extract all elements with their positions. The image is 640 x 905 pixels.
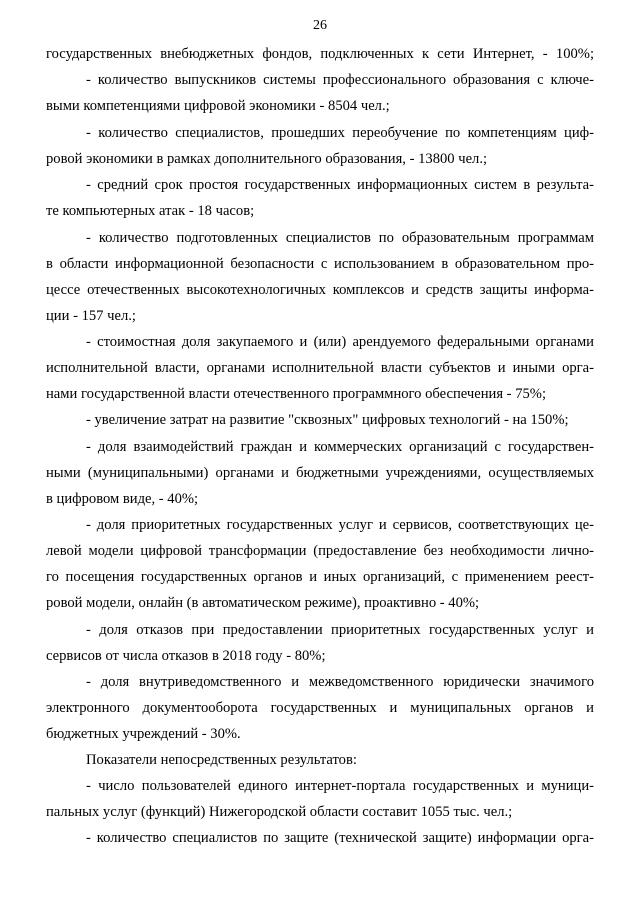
text-line: нами государственной власти отечественного программного обеспечения - 75%; [46,386,546,402]
text-line: электронного документооборота государственных и муниципальных органов и [46,700,594,716]
text-line: - количество специалистов по защите (технической защите) информации орга- [86,830,594,846]
text-line: - доля взаимодействий граждан и коммерческих организаций с государствен- [86,439,594,455]
text-line: исполнительной власти, органами исполнительной власти субъектов и иными орга- [46,360,594,376]
text-line: го посещения государственных органов и иных организаций, с применением реест- [46,569,594,585]
section-heading: Показатели непосредственных результатов: [86,752,357,768]
text-line: в цифровом виде, - 40%; [46,491,199,507]
text-line: сервисов от числа отказов в 2018 году - 80%; [46,648,326,664]
text-line: - количество выпускников системы профессионального образования с ключе- [86,72,594,88]
text-line: ровой модели, онлайн (в автоматическом режиме), проактивно - 40%; [46,595,480,611]
text-line: - увеличение затрат на развитие "сквозных" цифровых технологий - на 150%; [86,412,569,428]
text-line: ровой экономики в рамках дополнительного образования, - 13800 чел.; [46,151,488,167]
text-line: государственных внебюджетных фондов, подключенных к сети Интернет, - 100%; [46,46,594,62]
text-line: цессе отечественных высокотехнологичных комплексов и средств защиты информа- [46,282,594,298]
text-line: те компьютерных атак - 18 часов; [46,203,255,219]
text-line: в области информационной безопасности с использованием в образовательном про- [46,256,594,272]
text-line: - доля приоритетных государственных услуг и сервисов, соответствующих це- [86,517,594,533]
text-line: - доля отказов при предоставлении приоритетных государственных услуг и [86,622,594,638]
text-line: - доля внутриведомственного и межведомственного юридически значимого [86,674,594,690]
text-line: пальных услуг (функций) Нижегородской области составит 1055 тыс. чел.; [46,804,513,820]
text-line: - стоимостная доля закупаемого и (или) арендуемого федеральными органами [86,334,594,350]
text-line: ными (муниципальными) органами и бюджетными учреждениями, осуществляемых [46,465,594,481]
text-line: - средний срок простоя государственных информационных систем в результа- [86,177,594,193]
text-line: ции - 157 чел.; [46,308,136,324]
page-number: 26 [313,18,327,33]
text-line: - число пользователей единого интернет-портала государственных и муници- [86,778,594,794]
text-line: - количество подготовленных специалистов по образовательным программам [86,230,594,246]
text-line: бюджетных учреждений - 30%. [46,726,241,742]
text-line: - количество специалистов, прошедших переобучение по компетенциям циф- [86,125,594,141]
text-line: выми компетенциями цифровой экономики - 8504 чел.; [46,98,390,114]
text-line: левой модели цифровой трансформации (предоставление без необходимости лично- [46,543,594,559]
